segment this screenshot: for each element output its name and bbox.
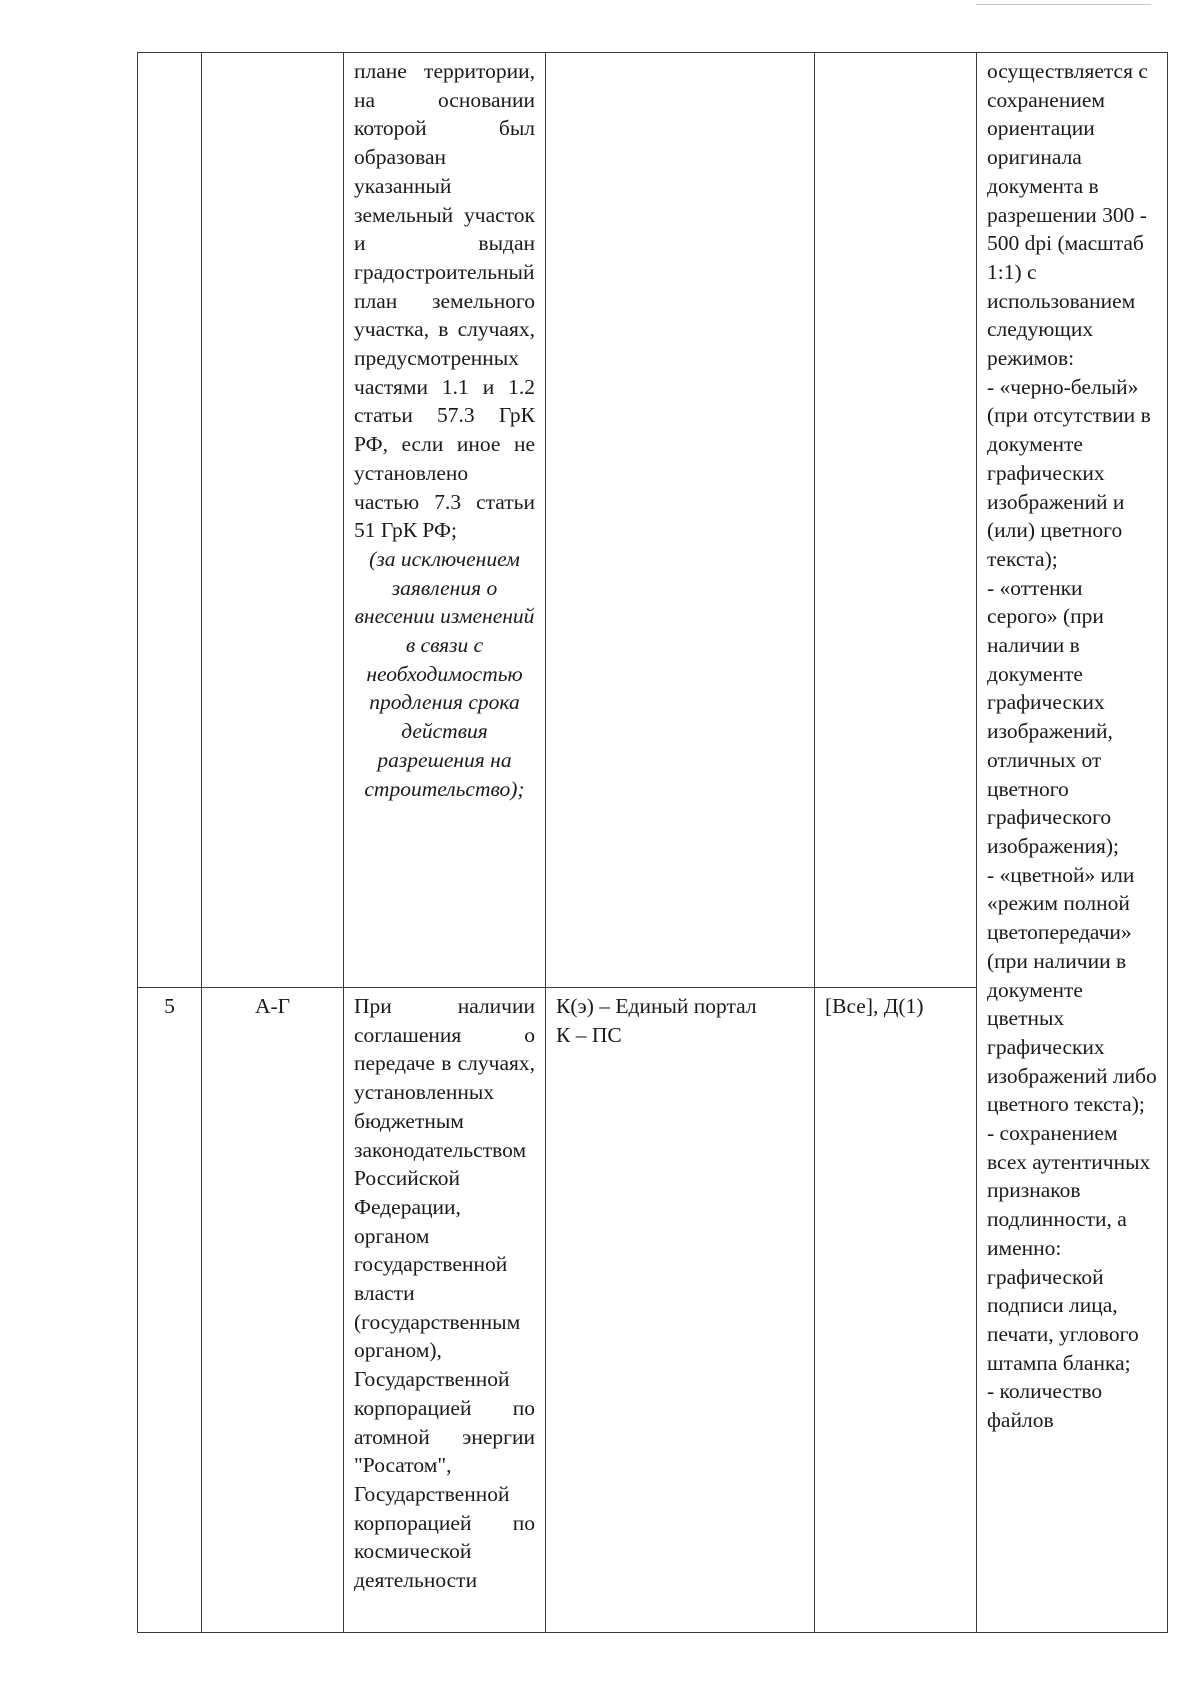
requirements-cell: [977, 53, 1168, 1633]
condition-cell: [344, 988, 546, 1633]
row-letters-cell: [202, 53, 344, 988]
page-corner-mark: [976, 0, 1151, 5]
table-row: [138, 53, 1168, 988]
channel-line: К(э) – Единый портал: [556, 994, 757, 1018]
row-number-cell: 5: [138, 988, 202, 1633]
row-letters-cell: А-Г: [202, 988, 344, 1633]
condition-text: При наличии соглашения о передаче в случаях, установленных бюджетным законодательством Российской Федерации, органом государственной власти (государственным органом), Государственной корпорацией по атомной энергии "Росатом", Государственной корпорацией по космической деятельности: [354, 994, 535, 1593]
channel-cell: [546, 53, 815, 988]
access-cell: [815, 53, 977, 988]
row-number-cell: [138, 53, 202, 988]
condition-cell: [344, 53, 546, 988]
requirements-text: осуществляется с сохранением ориентации оригинала документа в разрешении 300 - 500 dpi (масштаб 1:1) с использованием следующих режимов: - «черно-белый» (при отсутствии в документе графических изображений и (или) цветного текста); - «оттенки серого» (при наличии в документе графических изображений, отличных от цветного графического изображения); - «цветной» или «режим полной цветопередачи» (при наличии в документе цветных графических изображений либо цветного текста); - сохранением всех аутентичных признаков подлинности, а именно: графической подписи лица, печати, углового штампа бланка; - количество файлов: [987, 59, 1157, 1433]
channel-cell: [546, 988, 815, 1633]
condition-note: (за исключением заявления о внесении изменений в связи с необходимостью продления срока действия разрешения на строительство);: [354, 546, 535, 801]
channel-line: К – ПС: [556, 1022, 622, 1047]
condition-text: плане территории, на основании которой был образован указанный земельный участок и выдан градостроительный план земельного участка, в случаях, предусмотренных частями 1.1 и 1.2 статьи 57.3 ГрК РФ, если иное не установлено частью 7.3 статьи 51 ГрК РФ;: [354, 59, 535, 543]
document-table: [137, 52, 1168, 1633]
access-cell: [Все], Д(1): [815, 988, 977, 1633]
